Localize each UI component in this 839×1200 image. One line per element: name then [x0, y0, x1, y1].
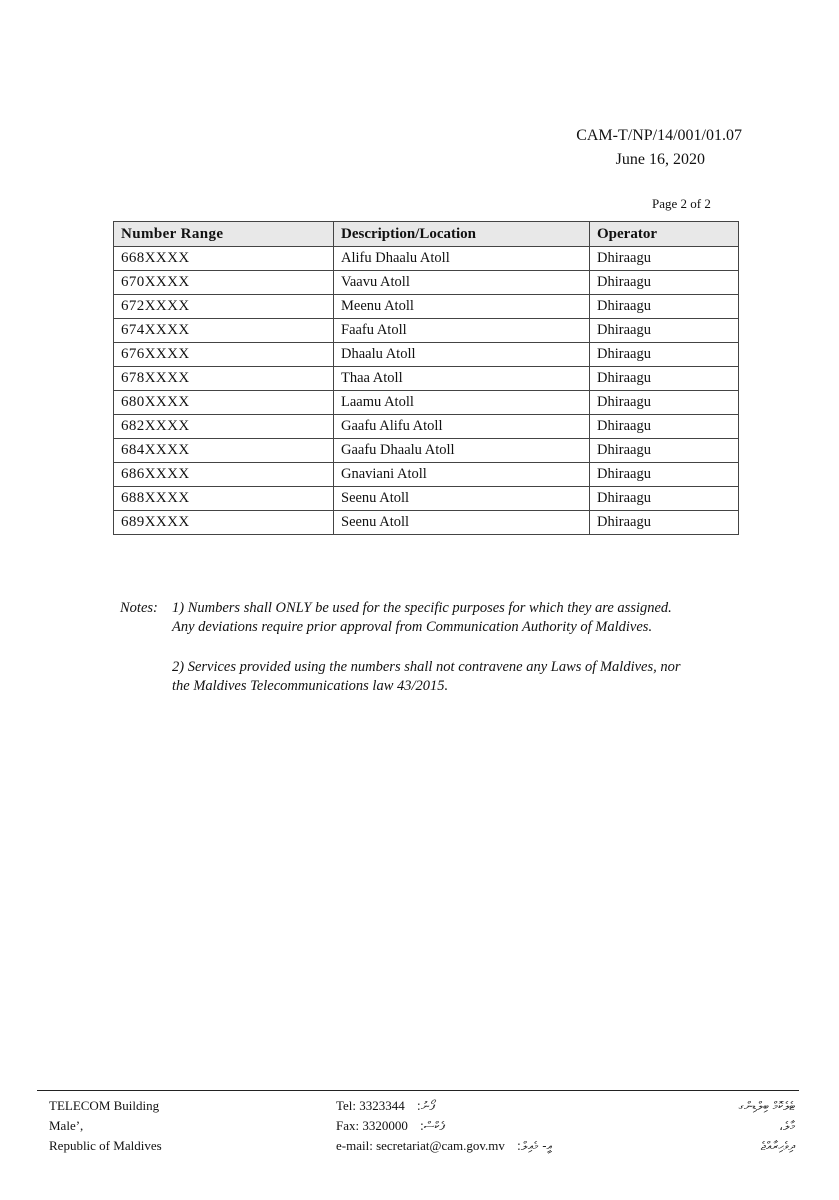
column-header-operator: Operator	[590, 222, 739, 247]
address-city: Male’,	[49, 1118, 84, 1133]
operator-cell: Dhiraagu	[590, 343, 739, 367]
table-row	[114, 487, 739, 511]
address-building: TELECOM Building	[49, 1098, 160, 1113]
operator-cell: Dhiraagu	[590, 319, 739, 343]
address-building-dhivehi: ޓެލެކޮމް ބިލްޑިންގ	[738, 1099, 795, 1113]
operator-cell: Dhiraagu	[590, 415, 739, 439]
reference-number: CAM-T/NP/14/001/01.07	[576, 127, 742, 144]
footer-address	[49, 1096, 162, 1156]
number-range-cell: 678XXXX	[114, 367, 334, 391]
operator-cell: Dhiraagu	[590, 391, 739, 415]
operator-cell: Dhiraagu	[590, 271, 739, 295]
description-cell: Gnaviani Atoll	[334, 463, 590, 487]
address-country: Republic of Maldives	[49, 1138, 162, 1153]
note-1-line-1: 1) Numbers shall ONLY be used for the specific purposes for which they are assigned.	[172, 600, 672, 616]
description-cell: Dhaalu Atoll	[334, 343, 590, 367]
operator-cell: Dhiraagu	[590, 439, 739, 463]
operator-cell: Dhiraagu	[590, 295, 739, 319]
description-cell: Vaavu Atoll	[334, 271, 590, 295]
number-range-cell: 668XXXX	[114, 247, 334, 271]
operator-cell: Dhiraagu	[590, 463, 739, 487]
description-cell: Gaafu Dhaalu Atoll	[334, 439, 590, 463]
operator-cell: Dhiraagu	[590, 247, 739, 271]
number-range-cell: 670XXXX	[114, 271, 334, 295]
note-2-line-2: the Maldives Telecommunications law 43/2015.	[172, 678, 449, 694]
description-cell: Faafu Atoll	[334, 319, 590, 343]
footer-address-dhivehi	[739, 1096, 795, 1156]
table-row	[114, 415, 739, 439]
notes-section	[120, 599, 760, 696]
table-row	[114, 247, 739, 271]
address-country-dhivehi: ދިވެހިރާއްޖެ	[760, 1139, 795, 1153]
table-row	[114, 319, 739, 343]
footer-divider	[37, 1090, 799, 1091]
number-range-cell: 686XXXX	[114, 463, 334, 487]
telephone-number: Tel: 3323344	[336, 1098, 405, 1113]
number-range-cell: 676XXXX	[114, 343, 334, 367]
table-row	[114, 391, 739, 415]
description-cell: Gaafu Alifu Atoll	[334, 415, 590, 439]
operator-cell: Dhiraagu	[590, 487, 739, 511]
description-cell: Alifu Dhaalu Atoll	[334, 247, 590, 271]
description-cell: Seenu Atoll	[334, 487, 590, 511]
email-address[interactable]: e-mail: secretariat@cam.gov.mv	[336, 1138, 505, 1153]
number-range-cell: 689XXXX	[114, 511, 334, 535]
operator-cell: Dhiraagu	[590, 511, 739, 535]
number-range-cell: 684XXXX	[114, 439, 334, 463]
number-range-table	[113, 221, 739, 535]
column-header-description: Description/Location	[334, 222, 590, 247]
number-range-cell: 672XXXX	[114, 295, 334, 319]
fax-label-dhivehi: ފެކްސް:	[419, 1119, 445, 1133]
footer-contact	[336, 1096, 552, 1156]
table-row	[114, 511, 739, 535]
number-range-cell: 682XXXX	[114, 415, 334, 439]
telephone-label-dhivehi: ފޯނު:	[416, 1099, 435, 1113]
number-range-cell: 688XXXX	[114, 487, 334, 511]
number-range-cell: 674XXXX	[114, 319, 334, 343]
number-range-cell: 680XXXX	[114, 391, 334, 415]
table-row	[114, 295, 739, 319]
note-2-line-1: 2) Services provided using the numbers shall not contravene any Laws of Maldives, nor	[172, 659, 681, 675]
page-number: Page 2 of 2	[652, 196, 711, 211]
operator-cell: Dhiraagu	[590, 367, 739, 391]
table-row	[114, 271, 739, 295]
note-1-line-2: Any deviations require prior approval from Communication Authority of Maldives.	[172, 619, 653, 635]
table-row	[114, 439, 739, 463]
notes-label: Notes:	[120, 600, 158, 616]
description-cell: Laamu Atoll	[334, 391, 590, 415]
description-cell: Meenu Atoll	[334, 295, 590, 319]
description-cell: Thaa Atoll	[334, 367, 590, 391]
fax-number: Fax: 3320000	[336, 1118, 408, 1133]
document-reference-block	[576, 124, 742, 172]
table-row	[114, 343, 739, 367]
document-date: June 16, 2020	[615, 151, 705, 168]
address-city-dhivehi: މާލެ،	[779, 1119, 795, 1133]
description-cell: Seenu Atoll	[334, 511, 590, 535]
table-row	[114, 463, 739, 487]
column-header-number-range: Number Range	[114, 222, 334, 247]
email-label-dhivehi: އީ- މެއިލް:	[516, 1139, 553, 1153]
table-row	[114, 367, 739, 391]
table-header-row	[114, 222, 739, 247]
